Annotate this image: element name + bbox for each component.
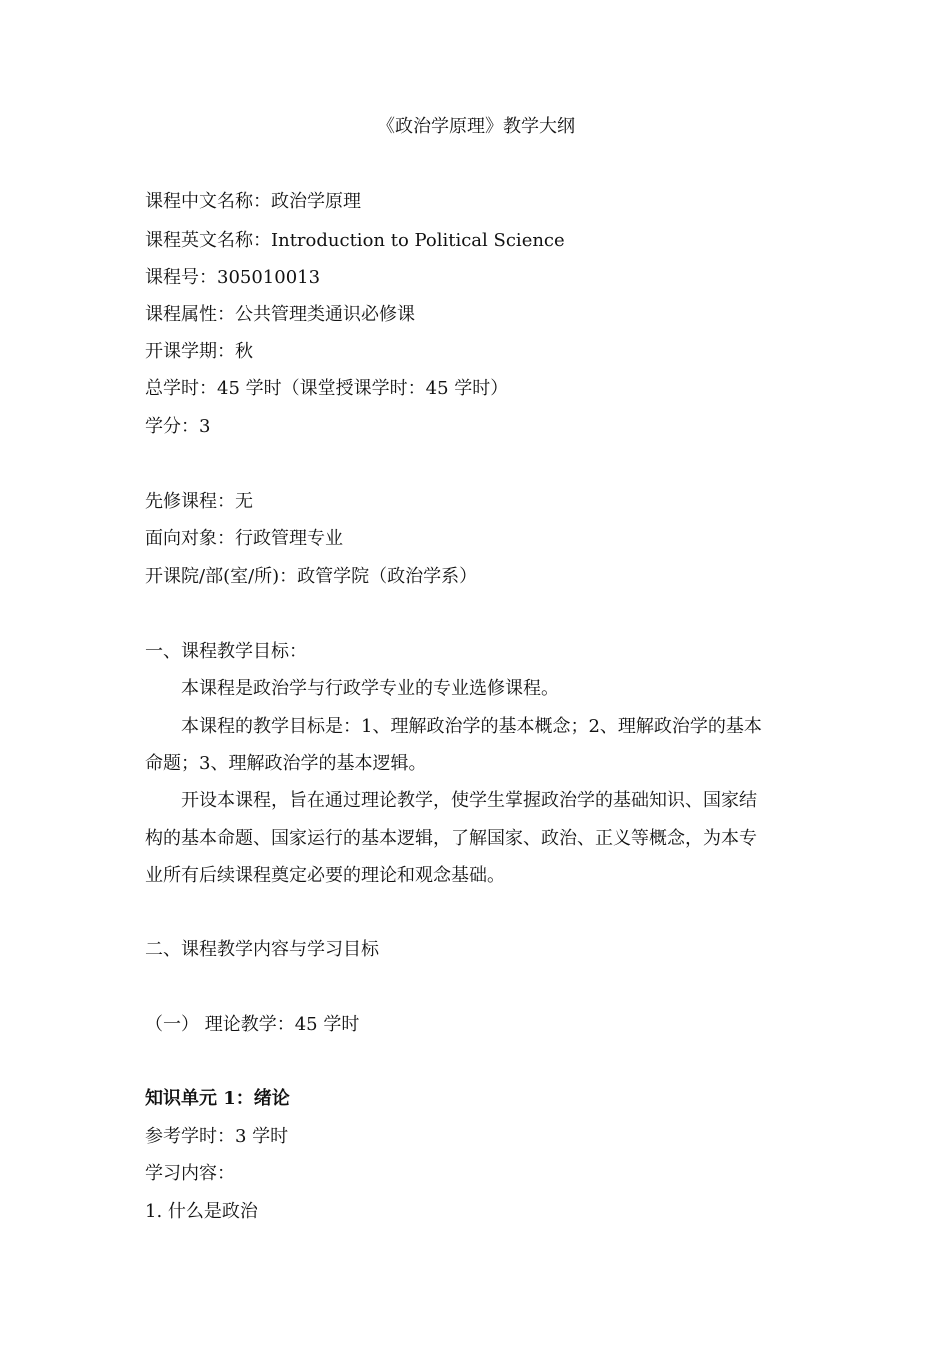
course-audience: 面向对象：行政管理专业	[145, 528, 343, 549]
unit-1-title: 知识单元 1：绪论	[145, 1088, 290, 1109]
course-chinese-name: 课程中文名称：政治学原理	[145, 191, 361, 212]
objectives-paragraph-2-line-2: 命题；3、理解政治学的基本逻辑。	[145, 753, 427, 774]
course-total-hours: 总学时：45 学时（课堂授课学时：45 学时）	[145, 378, 509, 399]
unit-1-hours: 参考学时：3 学时	[145, 1126, 289, 1147]
course-credits: 学分：3	[145, 416, 211, 437]
course-english-name: 课程英文名称：Introduction to Political Science	[145, 230, 565, 251]
section-heading-objectives: 一、课程教学目标：	[145, 641, 307, 662]
section-heading-content: 二、课程教学内容与学习目标	[145, 939, 379, 960]
objectives-paragraph-3-line-2: 构的基本命题、国家运行的基本逻辑，了解国家、政治、正义等概念，为本专	[145, 828, 757, 849]
course-semester: 开课学期：秋	[145, 341, 253, 362]
objectives-paragraph-2-line-1: 本课程的教学目标是：1、理解政治学的基本概念；2、理解政治学的基本	[181, 716, 762, 737]
course-department: 开课院/部(室/所)：政管学院（政治学系）	[145, 566, 478, 587]
unit-1-item-1: 1. 什么是政治	[145, 1201, 258, 1222]
unit-1-content-label: 学习内容：	[145, 1163, 235, 1184]
course-attribute: 课程属性：公共管理类通识必修课	[145, 304, 415, 325]
course-number: 课程号：305010013	[145, 267, 321, 288]
objectives-paragraph-3-line-3: 业所有后续课程奠定必要的理论和观念基础。	[145, 865, 505, 886]
document-title: 《政治学原理》教学大纲	[377, 116, 575, 137]
subsection-heading-theory: （一） 理论教学：45 学时	[145, 1014, 360, 1035]
course-prerequisite: 先修课程：无	[145, 491, 253, 512]
objectives-paragraph-1: 本课程是政治学与行政学专业的专业选修课程。	[181, 678, 559, 699]
objectives-paragraph-3-line-1: 开设本课程，旨在通过理论教学，使学生掌握政治学的基础知识、国家结	[181, 790, 757, 811]
